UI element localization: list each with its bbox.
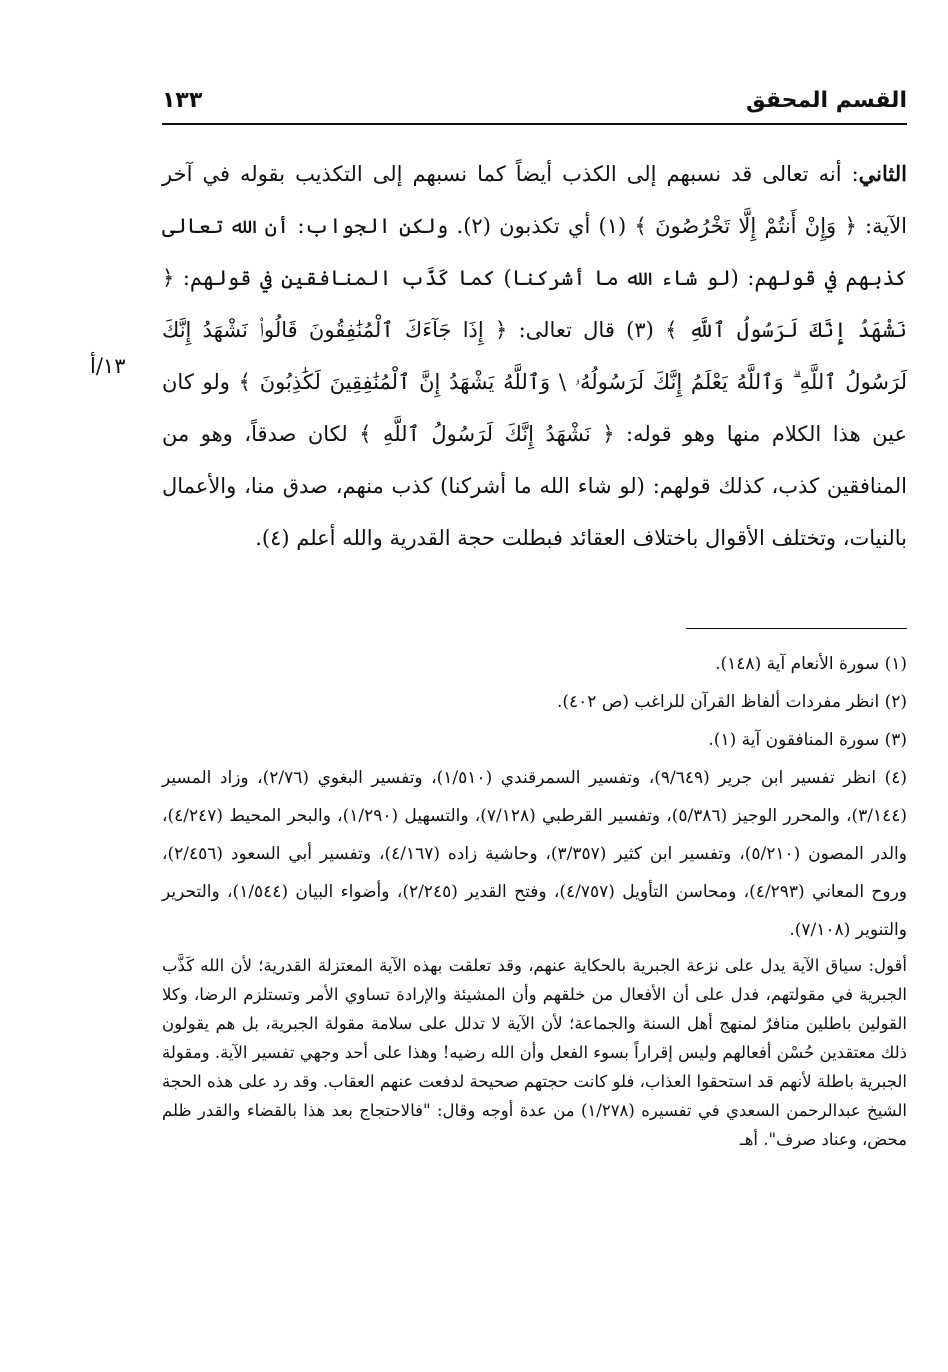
page-header: [162, 88, 907, 122]
lead-word: الثاني: [858, 161, 907, 186]
footnote-rule: [686, 628, 907, 629]
footnote-2: (٢) انظر مفردات ألفاظ القرآن للراغب (ص ٤٠٢).: [556, 692, 907, 712]
section-title: القسم المحقق: [745, 88, 907, 113]
main-text: [162, 148, 907, 564]
page-number: ١٣٣: [162, 88, 203, 113]
folio-marker: ١٣/أ: [90, 354, 126, 378]
footnotes: [162, 645, 907, 1154]
footnote-1: (١) سورة الأنعام آية (١٤٨).: [715, 654, 907, 674]
footnote-3: (٣) سورة المنافقون آية (١).: [708, 730, 907, 750]
main-paragraph: : أنه تعالى قد نسبهم إلى الكذب أيضاً كما نسبهم إلى التكذيب بقوله في آخر الآية: ﴿ وَإِنْ أَنتُمْ إِلَّا تَخْرُصُونَ ﴾ (١) أي تكذبون (٢). ولكن الجواب: أن الله تعالى كذبهم في قولهم: (لو شاء الله ما أشركنا) كما كَذَّب المنافقين في قولهم: ﴿ نَشْهَدُ إِنَّكَ لَرَسُولُ ٱللَّهِ ﴾ (٣) قال تعالى: ﴿ إِذَا جَآءَكَ ٱلْمُنَٰفِقُونَ قَالُوا۟ نَشْهَدُ إِنَّكَ لَرَسُولُ ٱللَّهِ ۗ وَٱللَّهُ يَعْلَمُ إِنَّكَ لَرَسُولُهُۥ \ وَٱللَّهُ يَشْهَدُ إِنَّ ٱلْمُنَٰفِقِينَ لَكَٰذِبُونَ ﴾ ولو كان عين هذا الكلام منها وهو قوله: ﴿ نَشْهَدُ إِنَّكَ لَرَسُولُ ٱللَّهِ ﴾ لكان صدقاً، وهو من المنافقين كذب، كذلك قولهم: (لو شاء الله ما أشركنا) كذب منهم، صدق منا، والأعمال بالنيات، وتختلف الأقوال باختلاف العقائد فبطلت حجة القدرية والله أعلم (٤).: [162, 162, 908, 550]
header-rule: [162, 123, 907, 125]
footnote-4: (٤) انظر تفسير ابن جرير (٩/٦٤٩)، وتفسير السمرقندي (١/٥١٠)، وتفسير البغوي (٢/٧٦)، وزاد المسير (٣/١٤٤)، والمحرر الوجيز (٥/٣٨٦)، وتفسير القرطبي (٧/١٢٨)، والتسهيل (١/٢٩٠)، والبحر المحيط (٤/٢٤٧)، والدر المصون (٥/٢١٠)، وتفسير ابن كثير (٣/٣٥٧)، وحاشية زاده (٤/١٦٧)، وتفسير أبي السعود (٢/٤٥٦)، وروح المعاني (٤/٢٩٣)، ومحاسن التأويل (٤/٧٥٧)، وفتح القدير (٢/٢٤٥)، وأضواء البيان (١/٥٤٤)، والتحرير والتنوير (٧/١٠٨).: [162, 768, 908, 940]
footnote-comment: أقول: سياق الآية يدل على نزعة الجبرية بالحكاية عنهم، وقد تعلقت بهذه الآية المعتزلة القدرية؛ لأن الله كَذَّب الجبرية في مقولتهم، فدل على أن الأفعال من خلقهم وأن المشيئة والإرادة تساوي الأمر وتستلزم الرضا، وكلا القولين باطلين منافرٌ لمنهج أهل السنة والجماعة؛ لأن الآية لا تدلل على سلامة مقولة الجبرية، بل هم يقولون ذلك معتقدين حُسْن أفعالهم وليس إقراراً بسوء الفعل وأن الله رضيه! وهذا على أحد وجهي تفسير الآية. ومقولة الجبرية باطلة لأنهم قد استحقوا العذاب، فلو كانت حجتهم صحيحة لدفعت عنهم العقاب. وقد رد على هذه الحجة الشيخ عبدالرحمن السعدي في تفسيره (١/٢٧٨) من عدة أوجه وقال: "فالاحتجاج بعد هذا بالقضاء والقدر ظلم محض، وعناد صرف". أهـ: [162, 956, 908, 1149]
